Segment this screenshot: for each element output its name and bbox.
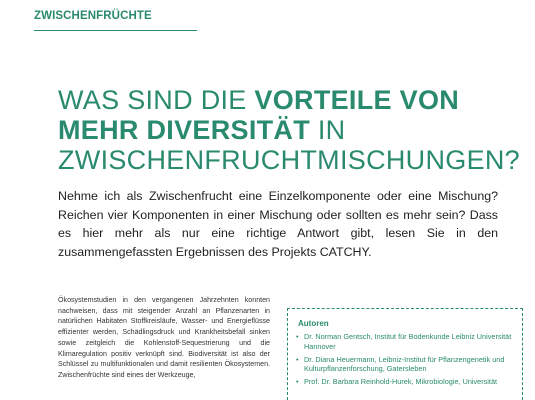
author-item: • Dr. Diana Heuermann, Leibniz-Institut für Pflanzengenetik und Kulturpflanzenforschung, Gatersleben bbox=[296, 355, 518, 375]
author-list bbox=[296, 332, 518, 390]
authors-title: Autoren bbox=[298, 319, 329, 328]
authors-box bbox=[287, 308, 523, 400]
headline-part-3: IN ZWISCHENFRUCHTMISCHUNGEN? bbox=[58, 115, 520, 175]
author-item: • Prof. Dr. Barbara Reinhold-Hurek, Mikrobiologie, Universität bbox=[296, 377, 518, 387]
article-headline bbox=[58, 85, 528, 175]
article-lead: Nehme ich als Zwischenfrucht eine Einzelkomponente oder eine Mischung? Reichen vier Komponenten in einer Mischung oder sollten es mehr sein? Dass es hier mehr als nur eine richtige Antwort gibt, lesen Sie in den zusammengefassten Ergebnissen des Projekts CATCHY. bbox=[58, 189, 498, 259]
section-label: ZWISCHENFRÜCHTE bbox=[34, 10, 152, 22]
headline-emphasis: VORTEILE VON MEHR DIVERSITÄT bbox=[58, 85, 460, 145]
headline-part-1: WAS SIND DIE bbox=[58, 85, 255, 115]
article-body-column: Ökosystemstudien in den vergangenen Jahrzehnten konnten nachweisen, dass mit steigender Anzahl an Pflanzenarten in natürlichen Habitaten Stoffkreisläufe, Wasser- und Energieflüsse effizienter werden, Schädlingsdruck und Krankheitsbefall sinken sowie zeitgleich die Kohlenstoff-Sequestrierung und die Klimaregulation positiv verknüpft sind. Biodiversität ist also der Schlüssel zu multifunktionalen und damit resilienten Ökosystemen. Zwischenfrüchte sind eines der Werkzeuge, bbox=[58, 296, 270, 379]
section-divider bbox=[34, 30, 197, 31]
author-item: • Dr. Norman Gentsch, Institut für Bodenkunde Leibniz Universität Hannover bbox=[296, 332, 518, 352]
